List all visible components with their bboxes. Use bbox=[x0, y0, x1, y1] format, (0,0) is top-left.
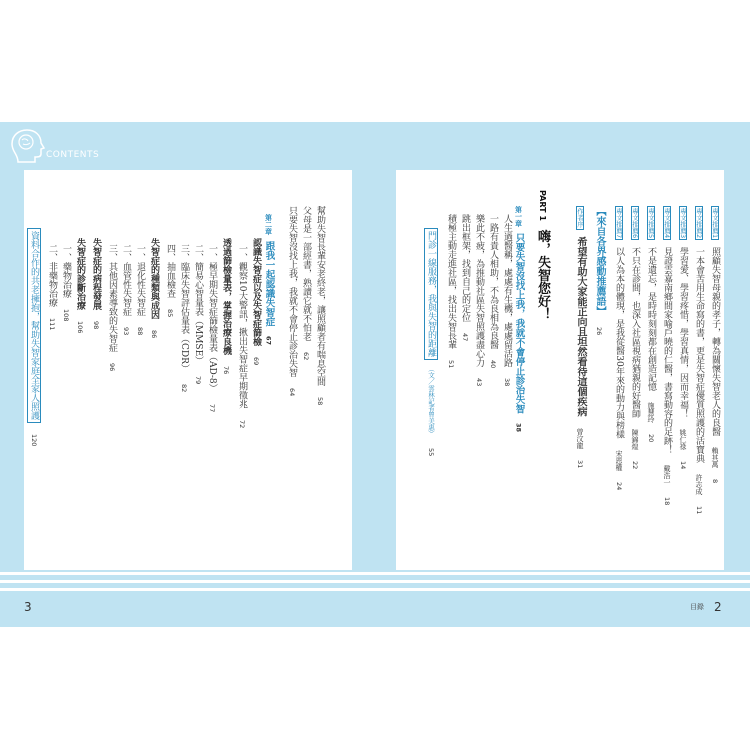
toc-entry[interactable]: 認識失智症以及失智症篩檢 69 bbox=[251, 238, 261, 366]
toc-entry[interactable]: 人生過醫稱，處處有生機，處處留活路 38 bbox=[502, 214, 512, 387]
toc-entry[interactable]: 三、臨床失智評估量表（CDR） 82 bbox=[179, 244, 189, 393]
toc-entry[interactable]: 失智症的診斷治療 106 bbox=[75, 238, 85, 334]
toc-chapter-2[interactable]: 第二章 跟我一起認識失智症 67 bbox=[263, 214, 275, 346]
toc-entry-recommendation[interactable]: 專文推薦5 不是遺忘，是時時刻刻都在創造記憶 施慧玲 20 bbox=[646, 208, 656, 443]
toc-clinic-story[interactable]: 門診一線服務，我與失智的距離 （文／雲林記者曾美惠） 55 bbox=[423, 228, 439, 456]
toc-entry[interactable]: 跳出框架，找到自己的定位 47 bbox=[460, 214, 470, 342]
footer-label: 目錄 bbox=[690, 603, 704, 611]
toc-entry-author-preface[interactable]: 作者序 希望有助大家能正向且坦然看待這個疾病 曾汶龍 31 bbox=[575, 208, 586, 469]
contents-heading: CONTENTS bbox=[46, 150, 100, 160]
toc-entry[interactable]: 二、血管性失智症 93 bbox=[121, 244, 131, 336]
toc-chapter-1[interactable]: 第一章 只要失智沒找上我，我就不會停止診治失智 38 bbox=[513, 206, 525, 433]
toc-entry[interactable]: 失智症的病程發展 98 bbox=[91, 238, 101, 330]
toc-entry[interactable]: 失智症的種類與成因 86 bbox=[149, 238, 159, 339]
toc-entry-recommendation[interactable]: 專文推薦3 學習愛、學習疼惜，學習真情，因而幸福！ 姚仁祿 14 bbox=[678, 208, 688, 470]
toc-entry[interactable]: 一路有貴人相助，不為良相為良醫 40 bbox=[488, 214, 498, 369]
toc-entry[interactable]: 二、簡易心智量表（MMSE） 79 bbox=[193, 244, 203, 385]
toc-entry[interactable]: 三、其他因素導致的失智症 96 bbox=[107, 244, 117, 372]
stripe bbox=[0, 572, 750, 575]
toc-entry[interactable]: 幫助失智長輩安老終老，讓照顧者有喘息空間 58 bbox=[315, 206, 325, 406]
toc-entry-endorsement[interactable]: 【來自各界感動推薦語】 26 bbox=[594, 206, 605, 336]
toc-entry[interactable]: 一、退化性失智症 88 bbox=[135, 244, 145, 336]
toc-entry-recommendation[interactable]: 專文推薦6 不只在診間，也深入社區視病猶親的好醫師 陳錦煌 22 bbox=[630, 208, 640, 470]
toc-entry[interactable]: 積極主動走進社區，找出失智長輩 51 bbox=[446, 214, 456, 369]
page-number-left: 3 bbox=[24, 600, 32, 614]
toc-entry[interactable]: 一、藥物治療 108 bbox=[61, 244, 71, 322]
part-heading: PART 1 嗨，失智您好！ bbox=[535, 190, 550, 321]
toc-entry-recommendation[interactable]: 專文推薦2 一本會苦用生命寫的書，更是失智症優質照護的活寶典 許志成 11 bbox=[694, 208, 704, 515]
toc-entry[interactable]: 一、極早期失智症篩檢量表（AD-8） 77 bbox=[207, 244, 217, 413]
toc-entry[interactable]: 父母是一部經書，熟讀它就不怕老 62 bbox=[301, 206, 311, 361]
toc-entry[interactable]: 二、非藥物治療 111 bbox=[47, 244, 57, 331]
toc-entry[interactable]: 四、抽血檢查 85 bbox=[165, 244, 175, 318]
toc-resources[interactable]: 資料合作的共老擁抱，幫助失智家庭全家人照護 120 bbox=[26, 228, 42, 447]
toc-entry[interactable]: 只要失智沒找上我，我就不會停止診治失智 64 bbox=[287, 206, 297, 397]
toc-entry-recommendation[interactable]: 專文推薦7 以人為本的體現，是我從醫30年來的動力與榜樣 宋恩權 24 bbox=[614, 208, 624, 491]
brain-head-icon bbox=[8, 126, 48, 166]
toc-entry-recommendation[interactable]: 專文推薦4 見證雲嘉南鄉間家喻戶曉的仁醫，書寫動容的足跡！ 戴浩一 18 bbox=[662, 208, 672, 506]
toc-entry[interactable]: 一、觀察10大警訊，揪出失智症早期徵兆 72 bbox=[237, 244, 247, 428]
stripe bbox=[0, 580, 750, 583]
toc-entry-recommendation[interactable]: 專文推薦1 照顧失智母親的孝子，轉為關懷失智老人的良醫 賴其萬 8 bbox=[710, 208, 720, 484]
page-number-right: 2 bbox=[714, 600, 722, 614]
toc-entry[interactable]: 透過篩檢量表，掌握治療良機 76 bbox=[221, 238, 231, 375]
toc-entry[interactable]: 樂此不疲，為推動社區失智照護盡心力 43 bbox=[474, 214, 484, 387]
stripe bbox=[0, 588, 750, 591]
